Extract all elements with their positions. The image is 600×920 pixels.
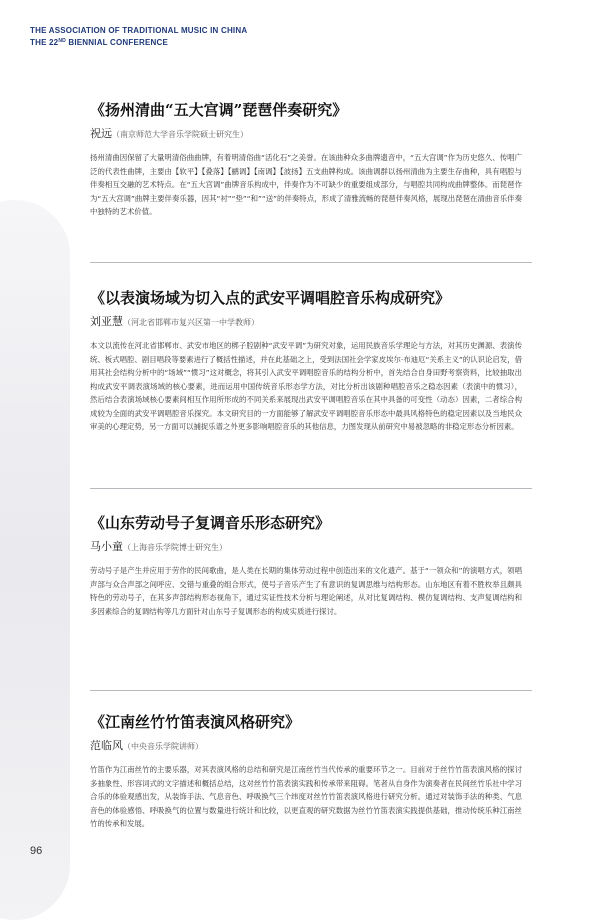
author-name: 马小童: [90, 540, 123, 553]
author-affiliation: （上海音乐学院博士研究生）: [123, 543, 227, 552]
section-divider: [90, 690, 532, 691]
article-abstract: 扬州清曲因保留了大量明清俗曲曲牌，有着明清俗曲“活化石”之美誉。在该曲种众多曲牌遗音中，“五大宫调”作为历史悠久、传唱广泛的代表性曲牌，主要由【软平】【叠落】【鹂调】【南调】【波扬】五支曲牌构成。该曲调群以扬州清曲为主要生存曲种，具有唱腔与伴奏相互交融的艺术特点。在“五大宫调”曲牌音乐构成中，伴奏作为不可缺少的重要组成部分，与唱腔共同构成曲牌整体。而琵琶作为“五大宫调”曲牌主要伴奏乐器，因其“衬”“垫”“和”“送”的伴奏特点，形成了清雅流畅的琵琶伴奏风格，展现出琵琶在清曲音乐伴奏中独特的艺术价值。: [90, 153, 522, 216]
header-line-2-prefix: THE 22: [30, 38, 59, 47]
author-affiliation: （中央音乐学院讲师）: [123, 742, 203, 751]
author-affiliation: （南京师范大学音乐学院硕士研究生）: [112, 130, 248, 139]
article-author: [90, 126, 560, 142]
article-2: [90, 288, 560, 441]
article-1: [90, 100, 560, 226]
article-abstract: 劳动号子是产生并应用于劳作的民间歌曲，是人类在长期的集体劳动过程中创造出来的文化遗产。基于“一领众和”的演唱方式，领唱声部与众合声部之间呼应、交错与重叠的组合形式，使号子音乐产生了有意识的复调思维与结构形态。山东地区有着不胜枚举且颇具特色的劳动号子，在其多声部结构形态视角下，通过实证性技术分析与理论阐述，从对比复调结构、模仿复调结构、支声复调结构和多因素综合的复调结构等几方面针对山东号子复调形态的构成实质进行探讨。: [90, 566, 522, 616]
section-divider: [90, 488, 532, 489]
author-name: 祝远: [90, 127, 112, 140]
author-name: 范临风: [90, 739, 123, 752]
author-name: 刘亚慧: [90, 315, 123, 328]
page-number: 96: [30, 845, 43, 857]
section-divider: [90, 262, 532, 263]
article-author: [90, 314, 560, 330]
article-title: 《扬州清曲“五大宫调”琵琶伴奏研究》: [90, 101, 348, 119]
article-abstract: 竹笛作为江南丝竹的主要乐器，对其表演风格的总结和研究是江南丝竹当代传承的重要环节之一。目前对于丝竹竹笛表演风格的探讨多抽象性、形容词式的文字描述和概括总结，这对丝竹竹笛表演实践和传承带来阻碍。笔者从自身作为演奏者在民间丝竹乐社中学习合乐的体验观感出发，从装饰手法、气息音色、呼吸换气三个纬度对丝竹竹笛表演风格进行研究分析。通过对装饰手法的种类、气息音色的体验感悟、呼吸换气的位置与数量进行统计和比较，以更直观的研究数据为丝竹竹笛表演实践提供基础，推动传统乐种江南丝竹的传承和发展。: [90, 765, 522, 828]
header-line-2-superscript: ND: [58, 38, 66, 44]
author-affiliation: （河北省邯郸市复兴区第一中学教师）: [123, 318, 259, 327]
article-title: 《江南丝竹竹笛表演风格研究》: [90, 713, 301, 731]
conference-header: [30, 25, 247, 48]
decorative-sidebar-shape: [0, 200, 70, 920]
article-abstract: 本文以流传在河北省邯郸市、武安市地区的梆子腔剧种“武安平调”为研究对象，运用民族音乐学理论与方法，对其历史渊源、表演传统、板式唱腔、剧目唱段等要素进行了概括性描述，并在此基础之上，受到法国社会学家皮埃尔·布迪厄“关系主义”的认识论启发，借用其社会结构分析中的“场域”“惯习”这对概念，将其引入武安平调唱腔音乐的结构分析中，首先结合自身田野考察资料，比较抽取出构成武安平调表演场域的核心要素，进而运用中国传统音乐形态学方法，对比分析出该剧种唱腔音乐之稳态因素（表演中的惯习），然后结合表演场域核心要素间相互作用所形成的不同关系来展现出武安平调唱腔音乐在其中具备的可变性（动态）因素，二者综合构成较为全面的武安平调唱腔音乐探究。本文研究目的一方面能够了解武安平调唱腔音乐形态中最具风格特色的稳定因素以及当地民众审美的心理定势，另一方面可以捕捉乐谱之外更多影响唱腔音乐的其他信息，力图发现从前研究中易被忽略的非稳定形态分析因素。: [90, 341, 522, 431]
header-line-2-suffix: BIENNIAL CONFERENCE: [65, 38, 169, 47]
article-author: [90, 539, 560, 555]
article-title: 《以表演场域为切入点的武安平调唱腔音乐构成研究》: [90, 289, 451, 307]
article-author: [90, 738, 560, 754]
article-3: [90, 513, 560, 625]
article-title: 《山东劳动号子复调音乐形态研究》: [90, 514, 331, 532]
article-4: [90, 712, 560, 838]
header-line-1: THE ASSOCIATION OF TRADITIONAL MUSIC IN CHINA: [30, 26, 248, 35]
header-line-2: [30, 36, 247, 48]
